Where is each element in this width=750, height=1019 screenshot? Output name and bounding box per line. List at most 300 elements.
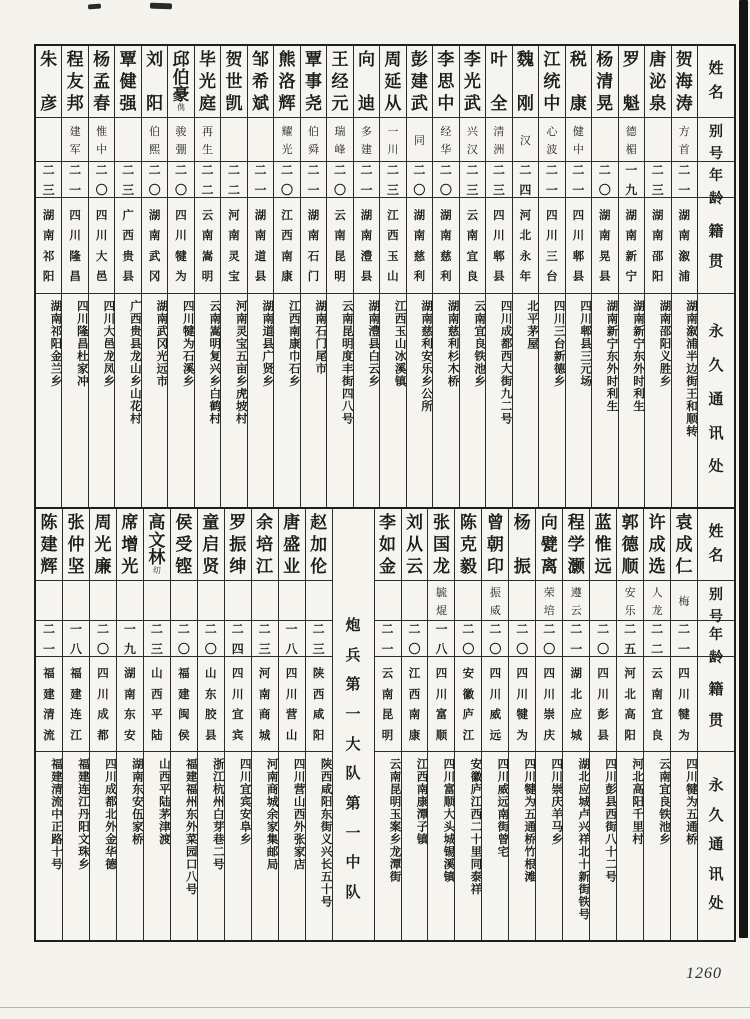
glyph: 八 [435,642,448,656]
glyph: 迪 [357,94,375,113]
person-alias-cell [221,118,246,162]
person-column [116,509,143,940]
person-name-cell [252,509,278,581]
glyph: 河 [519,209,532,222]
person-column [88,46,114,507]
glyph: 澧 [360,250,373,263]
person-address-cell: 四川三台新德乡 [552,300,565,388]
person-native-cell [301,198,326,294]
glyph: 〇 [95,183,108,197]
glyph: 武 [410,94,428,113]
glyph: 李 [379,513,397,532]
person-alias-cell [482,581,508,621]
glyph: 川 [231,688,244,701]
glyph: 姓 [708,524,724,541]
person-column [485,46,511,507]
person-name-cell [274,46,299,118]
glyph: 处 [708,896,724,913]
glyph: 经 [331,72,349,91]
glyph: 良 [651,729,663,742]
glyph: 三 [466,183,479,197]
glyph: 云 [201,209,214,222]
glyph: 南 [466,230,479,243]
person-address-cell: 湖南东安伍家桥 [130,758,143,846]
glyph: 罗 [622,50,640,69]
glyph: 遵 [570,586,582,599]
glyph: 张 [432,513,450,532]
glyph: 四 [597,668,609,681]
person-age-cell [301,162,326,198]
person-native-cell [455,657,481,752]
glyph: 人 [651,586,663,599]
person-address-cell: 四川郫县三元场 [579,300,592,388]
header-native-label [698,657,734,752]
glyph: 县 [122,271,134,284]
person-native-cell [168,198,193,294]
glyph: 受 [175,535,193,554]
glyph: 文 [148,530,166,550]
unit-title-column [332,509,374,940]
glyph: 南 [307,230,320,243]
person-native-cell [590,657,616,752]
person-age-cell [590,621,616,657]
glyph: 二 [516,622,529,636]
glyph: 二 [258,622,271,636]
glyph: 〇 [177,642,190,656]
person-column [89,509,116,940]
glyph: 高 [148,513,166,532]
glyph: 杨 [513,513,531,532]
person-address-cell: 湖南祁阳金兰乡 [49,300,62,388]
person-native-cell [354,198,379,294]
glyph: 汉 [519,134,531,147]
glyph: 浦 [678,271,690,284]
header-name-label [698,46,734,118]
person-name-cell [225,509,251,581]
glyph: 川 [175,230,187,243]
glyph: 阳 [624,729,636,742]
person-native-cell [306,657,332,752]
glyph: 湖 [360,209,373,222]
glyph: 二 [678,163,691,177]
glyph: 健 [119,72,137,91]
glyph: 门 [307,271,320,284]
scan-artifact [88,4,101,10]
glyph: 西 [408,688,421,701]
glyph: 如 [379,535,397,554]
glyph: 昆 [381,709,394,722]
person-name-cell [195,46,220,118]
glyph: 川 [435,688,448,701]
glyph: 一 [254,183,267,197]
person-name-cell [221,46,246,118]
person-column [251,509,278,940]
glyph: 豪 [172,85,190,105]
glyph: 成 [97,709,109,722]
person-name-cell [36,509,62,581]
glyph: 建 [178,688,190,701]
person-name-cell [563,509,589,581]
glyph: 东 [124,709,136,722]
person-age-cell [460,162,485,198]
person-age-cell [433,162,458,198]
person-name-cell [327,46,352,118]
glyph: 玉 [387,250,399,263]
glyph: 一 [123,622,136,636]
glyph: 一 [345,825,361,842]
glyph: 光 [281,143,293,156]
person-native-cell [89,198,114,294]
person-native-cell [619,198,644,294]
glyph: 向 [540,513,558,532]
glyph: 东 [205,688,217,701]
glyph: 溆 [678,250,690,263]
person-column [562,509,589,940]
person-alias-cell [590,581,616,621]
glyph: 别 [709,125,723,140]
glyph: 威 [489,604,501,617]
glyph: 炮 [345,618,361,634]
glyph: 龄 [709,651,723,666]
glyph: 熊 [278,50,296,69]
person-column [278,509,305,940]
glyph: 讯 [708,425,724,442]
person-age-cell [90,621,116,657]
person-alias-cell [63,581,89,621]
glyph: 成 [648,535,666,554]
person-name-cell [644,509,670,581]
glyph: 二 [228,163,241,177]
glyph: 盛 [283,535,301,554]
glyph: 建 [40,535,58,554]
person-age-cell [645,162,670,198]
glyph: 龙 [651,604,663,617]
glyph: 生 [202,143,214,156]
glyph: 从 [384,94,402,113]
person-alias-cell [301,118,326,162]
glyph: 顺 [621,557,639,576]
glyph: 泌 [649,72,667,91]
glyph: 名 [708,547,724,564]
person-name-cell [486,46,511,118]
glyph: 河 [624,668,636,681]
person-age-cell [115,162,140,198]
person-age-cell [539,162,564,198]
glyph: 凯 [225,94,243,113]
glyph: 县 [493,271,505,284]
glyph: 南 [258,688,271,701]
person-alias-cell [36,118,61,162]
person-address-cell: 北平茅屋 [526,300,539,350]
glyph: 大 [95,250,108,263]
person-column [643,509,670,940]
glyph: 川 [678,688,690,701]
glyph: 二 [381,622,394,636]
person-age-cell [617,621,643,657]
glyph: 二 [597,622,610,636]
glyph: 荣 [543,586,555,599]
glyph: 川 [97,688,109,701]
glyph: 陕 [312,668,325,681]
person-column [616,509,643,940]
glyph: 二 [598,163,611,177]
person-column [167,46,193,507]
glyph: 一 [678,642,691,656]
person-alias-cell [36,581,62,621]
glyph: 三 [546,250,558,263]
person-age-cell [252,621,278,657]
person-native-cell [617,657,643,752]
person-age-cell [563,621,589,657]
person-address-cell: 四川崇庆羊马乡 [550,758,563,846]
person-age-cell [644,621,670,657]
person-address-cell: 四川成都西大街九二号 [499,300,512,425]
glyph: 邹 [252,50,269,69]
book-gutter-bar [739,0,748,938]
person-name-cell [671,509,697,581]
glyph: 伯 [307,125,319,138]
glyph: 阳 [42,271,55,284]
glyph: 熙 [149,143,161,156]
person-column [379,46,405,507]
person-native-cell [195,198,220,294]
person-address-cell: 湖南道县广贤乡 [261,300,274,388]
person-address-cell: 四川威远南街曾宅 [496,758,509,858]
glyph: 武 [148,250,161,263]
person-native-cell [428,657,454,752]
glyph: 为 [516,729,529,742]
header-alias-label [698,118,734,162]
glyph: 川 [493,230,505,243]
glyph: 二 [150,622,163,636]
person-name-cell [590,509,616,581]
person-address-cell: 福建连江丹阳文珠乡 [76,758,89,871]
person-address-cell: 河南商城余家集邮局 [265,758,278,871]
glyph: 心 [546,125,558,138]
glyph: 清 [493,125,505,138]
glyph: 南 [413,230,426,243]
glyph: 〇 [333,183,346,197]
person-alias-cell [354,118,379,162]
glyph: 阳 [146,94,164,113]
glyph: 一 [435,622,448,636]
glyph: 二 [201,163,214,177]
glyph: 建 [69,125,81,138]
glyph: 一 [69,183,82,197]
person-address-cell: 四川隆昌杜家冲 [75,300,88,388]
person-name-cell [482,509,508,581]
glyph: 康 [281,271,293,284]
glyph: 事 [304,72,322,91]
glyph: 二 [489,622,502,636]
glyph: 同 [413,134,425,147]
glyph: 楣 [625,143,637,156]
glyph: 〇 [204,642,217,656]
person-column [535,509,562,940]
glyph: 南 [408,709,421,722]
glyph: 队 [345,766,361,783]
header-column-top [697,46,734,507]
glyph: 曾 [486,513,504,532]
person-column [538,46,564,507]
person-age-cell [306,621,332,657]
glyph: 向 [357,50,375,69]
glyph: 顺 [435,729,448,742]
glyph: 培 [543,604,555,617]
person-name-cell [89,46,114,118]
glyph: 三 [386,183,399,197]
person-address-cell: 云南昆明玉案乡龙潭街 [388,758,401,883]
glyph: 武 [463,94,481,113]
person-name-cell [407,46,432,118]
person-age-cell [36,162,61,198]
person-alias-cell [455,581,481,621]
glyph: 永 [708,778,724,795]
glyph: 九 [625,183,638,197]
person-name-cell [144,509,170,581]
glyph: 队 [345,884,361,901]
glyph: 阳 [652,271,664,284]
glyph: 为 [175,271,187,284]
glyph: 印 [486,557,504,576]
glyph: 刘 [405,513,423,532]
glyph: 山 [387,271,399,284]
glyph: 成 [675,535,693,554]
glyph: 南 [228,230,240,243]
person-alias-cell [619,118,644,162]
glyph: 洛 [278,72,296,91]
glyph: 〇 [462,642,475,656]
glyph: 三 [492,183,505,197]
person-age-cell [198,621,224,657]
glyph: 湖 [42,209,55,222]
glyph: 三 [258,642,271,656]
glyph: 一 [360,183,373,197]
glyph: 灵 [228,250,240,263]
person-age-cell [455,621,481,657]
scan-edge-line [0,1007,750,1008]
glyph: 惟 [594,535,612,554]
glyph: 二 [492,163,505,177]
person-native-cell [198,657,224,752]
person-name-cell [455,509,481,581]
person-address-cell: 云南昆明度丰街四八号 [340,300,353,425]
glyph: 川 [285,688,298,701]
person-address-cell: 山西平陆茅津渡 [157,758,170,846]
person-address-cell: 四川犍为五通桥 [685,758,697,846]
glyph: 二 [122,163,135,177]
glyph: 彭 [597,709,609,722]
glyph: 邱 [172,50,190,69]
glyph: 第 [345,677,361,694]
glyph: 徽 [462,688,475,701]
header-alias-label [698,581,734,625]
person-address-cell: 安徽庐江西二十里同泰祥 [469,758,482,896]
glyph: 川 [516,688,529,701]
person-age-cell [144,621,170,657]
glyph: 二 [148,163,161,177]
person-age-cell [482,621,508,657]
glyph: 〇 [413,183,426,197]
glyph: 友 [66,72,84,91]
glyph: 北 [624,688,636,701]
glyph: 咸 [312,709,325,722]
person-column [61,46,87,507]
glyph: 一 [307,183,320,197]
glyph: 朱 [40,50,58,69]
glyph: 川 [387,143,399,156]
glyph: 云 [405,557,423,576]
person-name-cell [115,46,140,118]
glyph: 一 [387,125,399,138]
person-native-cell [90,657,116,752]
glyph: 清 [43,709,55,722]
person-alias-cell [671,581,697,621]
glyph: 犍 [516,709,529,722]
glyph: 学 [567,535,585,554]
person-age-cell [274,162,299,198]
person-name-cell [306,509,332,581]
glyph: 首 [678,143,690,156]
person-native-cell [225,657,251,752]
glyph: 瑞 [334,125,346,138]
glyph: 建 [410,72,428,91]
header-age-label [698,162,734,207]
glyph: 中 [543,94,561,113]
person-column [644,46,670,507]
person-column [143,509,170,940]
glyph: 侯 [175,513,193,532]
person-name-cell [354,46,379,118]
glyph: 廉 [94,557,112,576]
glyph: 国 [432,535,450,554]
person-address-cell: 四川宜宾安阜乡 [238,758,251,846]
glyph: 兴 [466,125,478,138]
glyph: 二 [201,183,214,197]
glyph: 二 [570,622,583,636]
glyph: 赵 [310,513,328,532]
glyph: 二 [177,622,190,636]
glyph: 延 [384,72,402,91]
glyph: 二 [462,622,475,636]
scan-artifact [150,3,172,10]
person-alias-cell [563,581,589,621]
person-native-cell [142,198,167,294]
glyph: 南 [42,230,55,243]
person-address-cell: 湖南慈利杉木桥 [446,300,459,388]
glyph: 南 [599,230,611,243]
glyph: 晃 [599,250,611,263]
glyph: 县 [360,271,373,284]
glyph: 〇 [598,183,611,197]
glyph: 三 [42,183,55,197]
person-alias-cell [115,118,140,162]
person-age-cell [63,621,89,657]
glyph: 营 [285,709,298,722]
glyph: 西 [122,230,134,243]
glyph: 〇 [148,183,161,197]
person-native-cell [513,198,538,294]
person-alias-cell [327,118,352,162]
person-address-cell: 福建福州东外菜园口八号 [184,758,197,896]
glyph: 四 [97,668,109,681]
person-native-cell [171,657,197,752]
glyph: 四 [678,668,690,681]
glyph: 二 [408,622,421,636]
glyph: 一 [625,163,638,177]
person-native-cell [402,657,428,752]
person-native-cell [63,657,89,752]
